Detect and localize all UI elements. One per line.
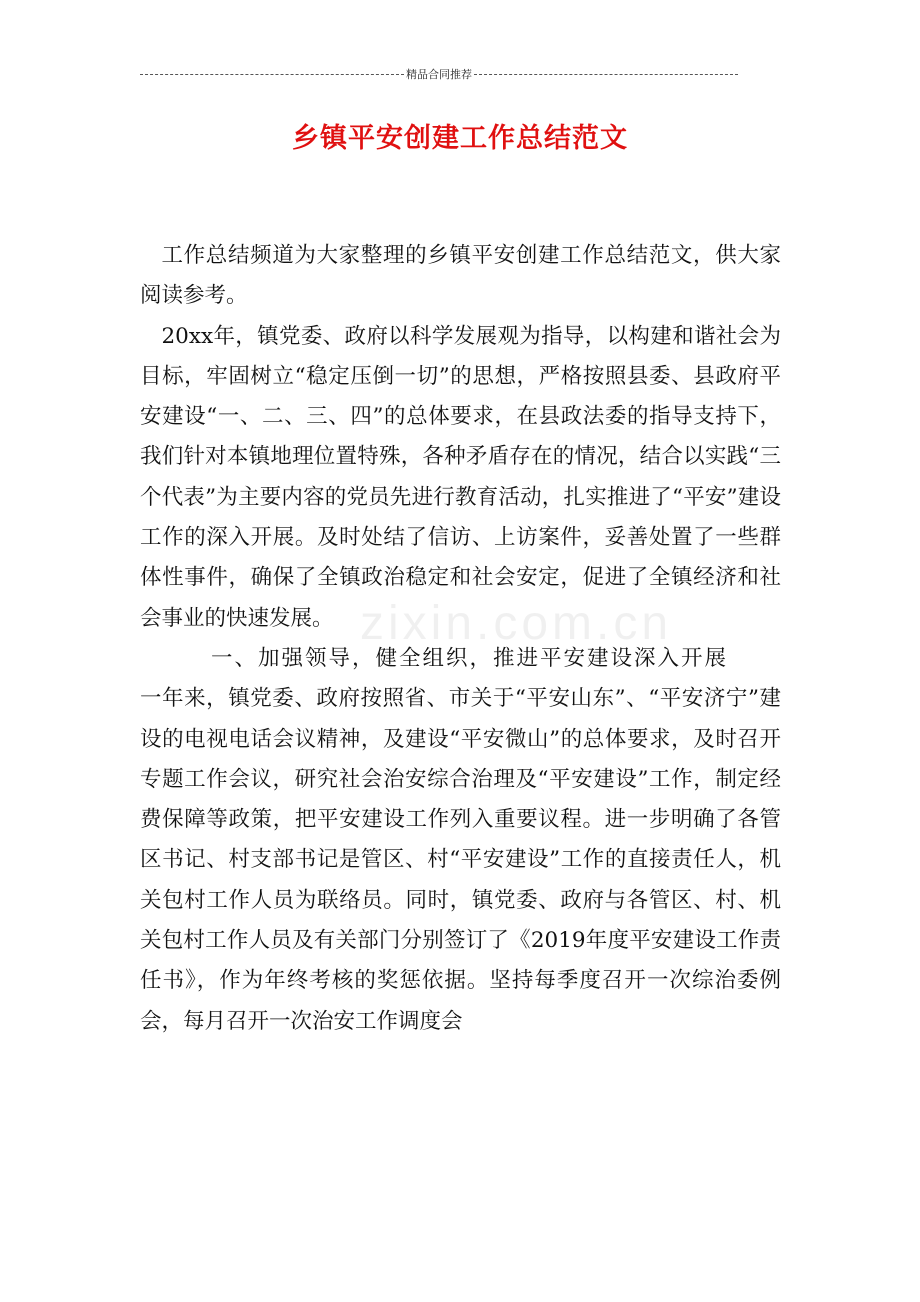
- watermark: zixin.com.cn: [360, 597, 673, 650]
- header-dash-right: [474, 74, 738, 75]
- page-header: [140, 66, 738, 82]
- header-dash-left: [140, 74, 404, 75]
- document-body: [140, 236, 781, 1042]
- intro-paragraph: 工作总结频道为大家整理的乡镇平安创建工作总结范文，供大家阅读参考。: [140, 243, 781, 309]
- document-title: 乡镇平安创建工作总结范文: [292, 123, 628, 154]
- body-paragraph: 一年来，镇党委、政府按照省、市关于“平安山东”、“平安济宁”建设的电视电话会议精神，及建设“平安微山”的总体要求，及时召开专题工作会议，研究社会治安综合治理及“平安建设”工作，制定经费保障等政策，把平安建设工作列入重要议程。进一步明确了各管区书记、村支部书记是管区、村“平安建设”工作的直接责任人，机关包村工作人员为联络员。同时，镇党委、政府与各管区、村、机关包村工作人员及有关部门分别签订了《2019年度平安建设工作责任书》，作为年终考核的奖惩依据。坚持每季度召开一次综治委例会，每月召开一次治安工作调度会: [140, 686, 781, 1034]
- body-paragraph: 20xx年，镇党委、政府以科学发展观为指导，以构建和谐社会为目标，牢固树立“稳定压倒一切”的思想，严格按照县委、县政府平安建设“一、二、三、四”的总体要求，在县政法委的指导支持下，我们针对本镇地理位置特殊，各种矛盾存在的情况，结合以实践“三个代表”为主要内容的党员先进行教育活动，扎实推进了“平安”建设工作的深入开展。及时处结了信访、上访案件，妥善处置了一些群体性事件，确保了全镇政治稳定和社会安定，促进了全镇经济和社会事业的快速发展。: [140, 323, 781, 631]
- section-heading: 一、加强领导，健全组织，推进平安建设深入开展: [210, 645, 728, 671]
- header-label: 精品合同推荐: [406, 69, 472, 81]
